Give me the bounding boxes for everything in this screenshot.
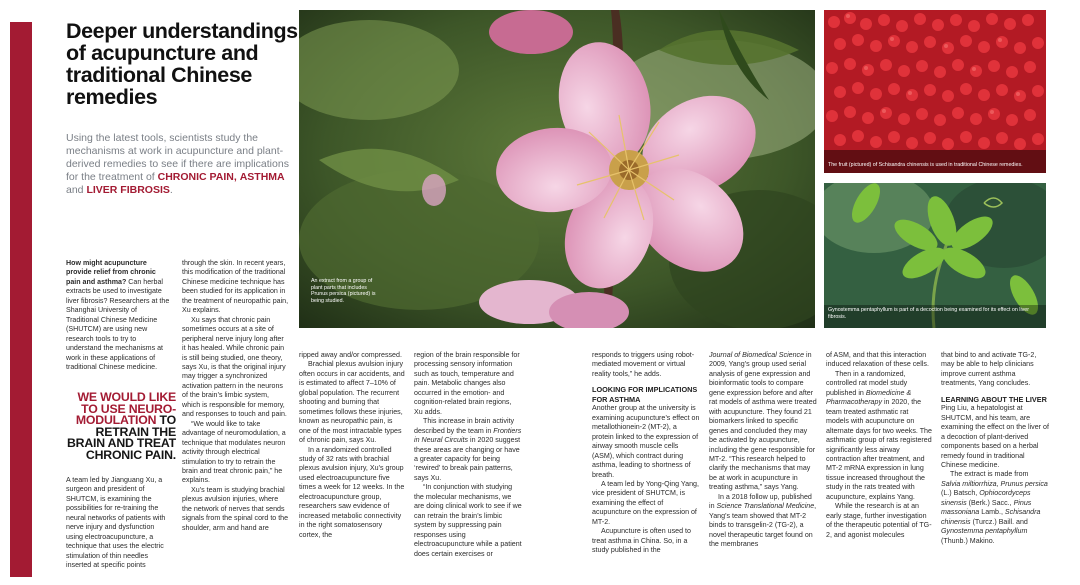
column-7-para-2b: in 2020, the team treated asthmatic rat models with acupuncture on alternate days for two weeks. The asthmatic group of rats registered significantly less airway contraction after treatment, and MT-2 mRNA expression in lung tissue increased throughout the study in the rats treated with acupuncture, explains Yang. [826,398,932,501]
column-4-para-1: region of the brain responsible for processing sensory information such as touch, temperature and pain. Metabolic changes also occurred in the emotion- and cognition-related brain regions, Xu adds. [414,351,520,416]
column-5-para-3: A team led by Yong-Qing Yang, vice president of SHUTCM, is examining the effect of acupuncture on the expression of MT-2. [592,479,699,526]
column-6-para-1-text: in 2009, Yang’s group used serial analysis of gene expression and bioinformatic tools to compare gene expression before and after rat models of asthma were treated with acupuncture. They found 21 biomarkers linked to specific genes and concluded they may be activated by acupuncture, including the gene responsible for MT-2. “This research helped to clarify the mechanisms that may be at work in acupuncture in treating asthma,” says Yang. [709,351,817,492]
column-8-para-3 [941,470,1049,546]
column-7-para-2a: Then in a randomized, controlled rat model study published in [826,369,908,397]
column-8-para-2: Ping Liu, a hepatologist at SHUTCM, and his team, are examining the effect on the liver of a decoction of plant-derived components based on a herbal remedy found in traditional Chinese medicine. [941,404,1049,470]
column-6-para-2b: , Yang’s team showed that MT-2 binds to transgelin-2 (TG-2), a novel therapeutic target found on the membranes [709,502,817,549]
species-4: Schisandra chinensis [941,508,1041,526]
standfirst [66,132,298,197]
pull-quote [66,392,176,462]
species-2: Ophiocordyceps sinensis [941,489,1031,507]
column-8-para-3c: (Berk.) Sacc., [968,498,1012,507]
column-5-para-1: responds to triggers using robot-mediated movement or virtual reality tools,” he adds. [592,351,695,378]
lead-paragraph [66,259,170,372]
species-5: Gynostemma pentaphyllum [941,527,1028,536]
column-6-para-2 [709,493,817,550]
berries-caption: The fruit (pictured) of Schisandra chinensis is used in traditional Chinese remedies. [828,162,1023,168]
column-2 [182,259,289,533]
column-8-para-3e: (Turcz.) Baill. and [972,517,1028,526]
standfirst-text: Using the latest tools, scientists study the mechanisms at work in acupuncture and plant-derived remedies to see if there are implications for the treatment of [66,132,289,183]
column-8-para-3d: Lamb., [981,508,1003,517]
column-4 [414,351,522,559]
column-4-para-3: “In conjunction with studying the molecular mechanisms, we are doing clinical work to see if we can retrain the brain’s limbic system by suppressing pain responses using electroacupuncture while a patient does certain exercises or [414,483,522,558]
flower-caption: An extract from a group of plant parts that includes Prunus persica (pictured) is being studied. [311,278,376,304]
pull-quote-dark: TO RETRAIN THE BRAIN AND TREAT CHRONIC PAIN. [66,413,176,462]
column-5 [592,351,700,556]
column-2-para-3: “We would like to take advantage of neuromodulation, a technique that modulates neuron activity through electrical stimulation to try to retrain the brain and treat chronic pain,” he explains. [182,419,286,485]
column-6 [709,351,817,550]
column-7-para-3: While the research is at an early stage, further investigation of the therapeutic potential of TG-2, and agonist molecules [826,502,932,539]
accent-bar [10,22,32,577]
column-6-para-1 [709,351,817,493]
journal-frontiers: Frontiers in Neural Circuits [414,426,522,445]
flower-photo [299,10,815,328]
species-1: Salvia miltiorrhiza, Prunus persica [941,479,1048,488]
leaves-photo [824,183,1046,328]
topic-liver-fibrosis: LIVER FIBROSIS [86,184,170,196]
lead-question: How might acupuncture provide relief from chronic pain and asthma? [66,259,156,286]
topic-asthma: ASTHMA [239,171,285,183]
leaves-caption: Gynostemma pentaphyllum is part of a decoction being examined for its effect on liver fibrosis. [828,307,1029,320]
standfirst-and: and [66,184,84,196]
column-7-para-2 [826,370,932,502]
column-1-lower [66,476,170,571]
column-8 [941,351,1049,546]
column-5-para-2: Another group at the university is examining acupuncture’s effect on metallothionein-2 (MT-2), a protein linked to the expression of airway smooth muscle cells (ASM), which contract during asthma, leading to shortness of breath. [592,404,700,479]
column-3-para-1: ripped away and/or compressed. [299,351,402,359]
column-8-para-3a: The extract is made from [950,470,1029,479]
journal-biomedical-science: Journal of Biomedical Science [709,351,805,359]
journal-biomedicine: Biomedicine & Pharmacotherapy [826,388,912,407]
column-2-para-2: Xu says that chronic pain sometimes occurs at a site of peripheral nerve injury long after it has healed. While chronic pain is still being studied, one theory, says Xu, is that the original injury may trigger a synchronized activation pattern in the neurons of the brain’s limbic system, which is responsible for memory, and responses to touch and pain. [182,315,287,419]
column-8-para-3f: (Thunb.) Makino. [941,536,995,545]
lead-text: Can herbal extracts be used to investigate liver fibrosis? Researchers at the Shanghai University of Traditional Chinese Medicine (SHUTCM) are using new research tools to try to understand the mechanisms at work in these applications of traditional Chinese medicine. [66,277,170,371]
column-2-para-4: Xu’s team is studying brachial plexus avulsion injuries, where the network of nerves that sends signals from the spinal cord to the shoulder, arm and hand are [182,485,289,532]
subhead-asthma: LOOKING FOR IMPLICATIONS FOR ASTHMA [592,385,698,404]
column-6-para-2a: In a 2018 follow up, published in [709,492,812,511]
berries-photo [824,10,1046,173]
column-7 [826,351,932,540]
column-3-para-2: Brachial plexus avulsion injury often occurs in car accidents, and is estimated to affect 7–10% of global population. The recurrent shooting and burning that sometimes follows these injuries, known as neuropathic pain, is one of the most intractable types of chronic pain, says Xu. [299,360,405,445]
column-5-para-4: Acupuncture is often used to treat asthma in China. So, in a study published in the [592,527,691,555]
standfirst-end: . [169,184,173,196]
column-8-para-1: that bind to and activate TG-2, may be able to help clinicians improve current asthma treatments, Yang concludes. [941,351,1037,388]
subhead-liver: LEARNING ABOUT THE LIVER [941,394,1047,404]
headline: Deeper understandings of acupuncture and traditional Chinese remedies [66,19,298,109]
journal-science-translational: Science Translational Medicine [716,502,815,511]
column-4-para-2a: This increase in brain activity described by the team in [414,417,515,435]
pull-quote-red: WE WOULD LIKE TO USE NEURO-MODULATION [75,390,176,428]
column-4-para-2b: in 2020 suggest these areas are changing or have a greater capacity for being ‘rewired’ to break pain patterns, says Xu. [414,436,521,482]
column-2-para-1: through the skin. In recent years, this modification of the traditional Chinese medicine technique has been studied for its application in the treatment of neuropathic pain, Xu explains. [182,259,289,315]
column-3 [299,351,405,540]
column-8-para-3b: (L.) Batsch, [941,489,978,498]
column-3-para-3: In a randomized controlled study of 32 rats with brachial plexus avulsion injury, Xu’s group used electroacupuncture five times a week for 12 weeks. In the electroacupuncture group, researchers saw evidence of increased metabolic connectivity in the right somatosensory cortex, the [299,445,405,539]
column-7-para-1: of ASM, and that this interaction induced relaxation of these cells. [826,351,929,369]
column-4-para-2 [414,417,522,483]
column-1 [66,259,170,372]
column-1-para-2: A team led by Jianguang Xu, a surgeon and president of SHUTCM, is examining the possibilities for re-training the neural networks of patients with nerve injury and dysfunction using electroacupuncture, a technique that uses the electric stimulation of thin needles inserted at specific points [66,476,166,570]
berries-image [824,10,1046,173]
topic-chronic-pain: CHRONIC PAIN, [157,171,237,183]
species-3: Pinus massoniana [941,498,1032,517]
